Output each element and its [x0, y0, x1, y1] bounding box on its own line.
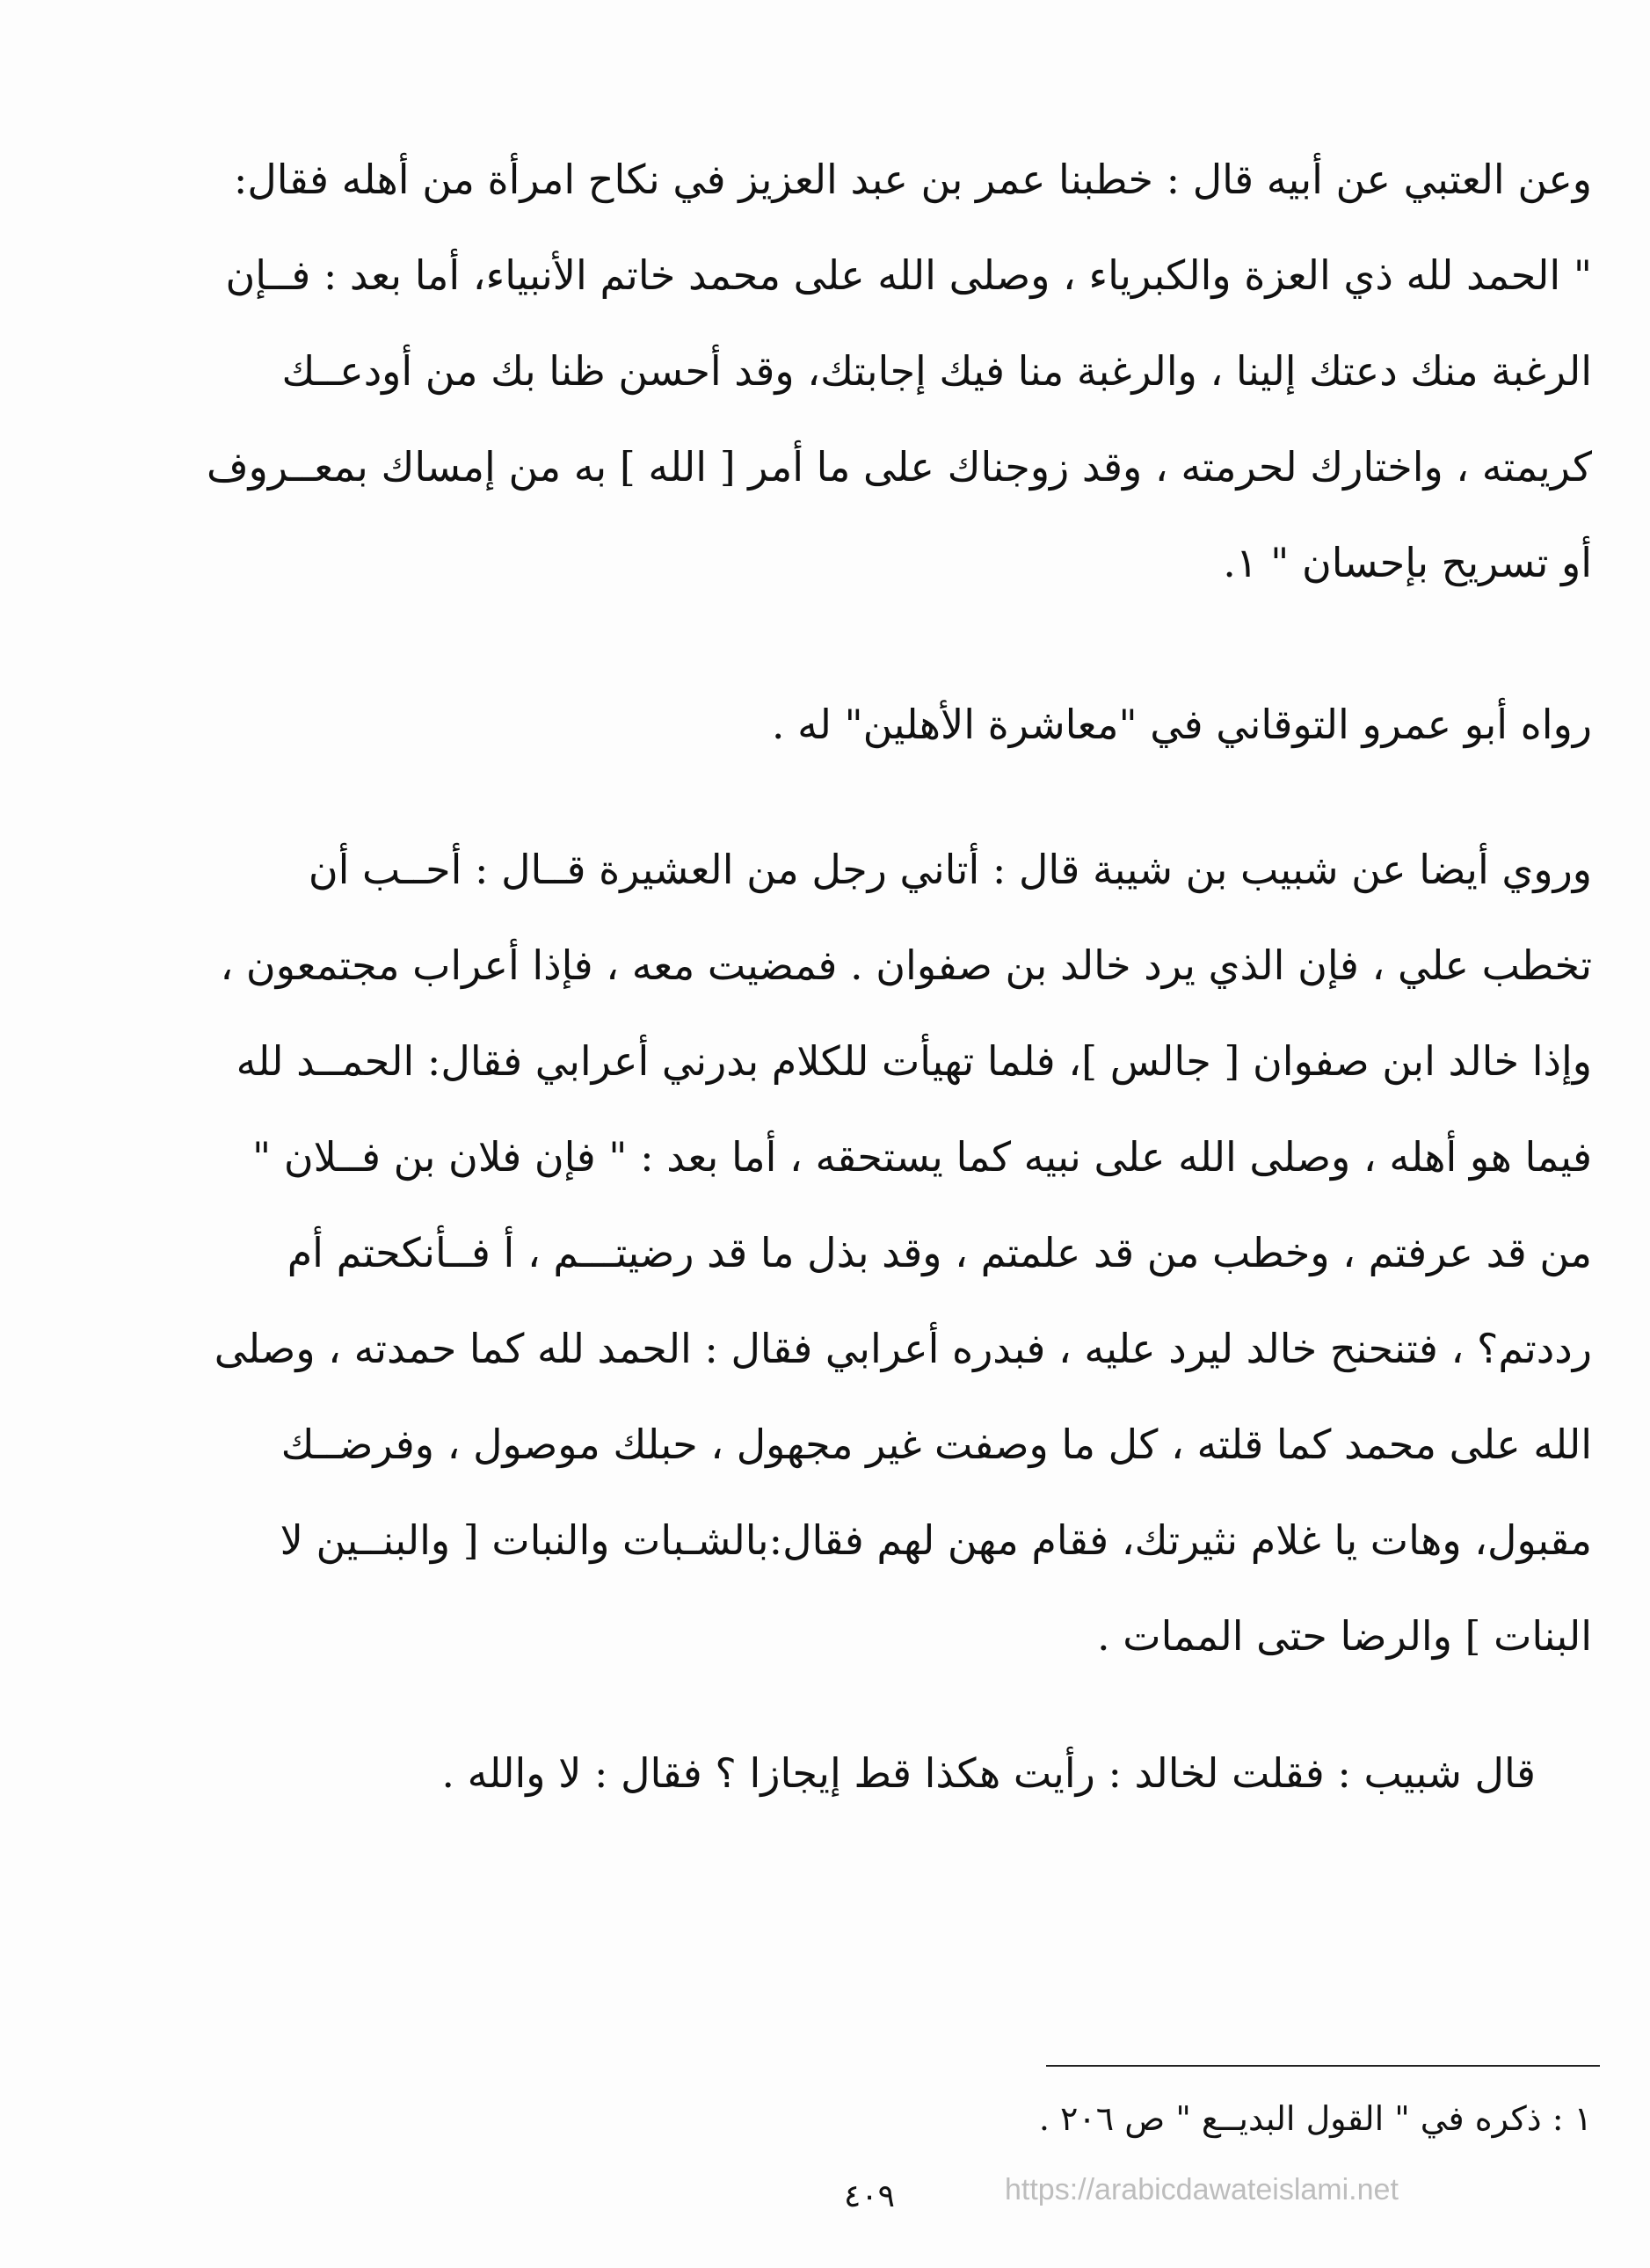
- footnote-divider: [1046, 2065, 1600, 2067]
- text-line: الرغبة منك دعتك إلينا ، والرغبة منا فيك إجابتك، وقد أحسن ظنا بك من أودعــك: [281, 347, 1592, 395]
- text-line: فيما هو أهله ، وصلى الله على نبيه كما يستحقه ، أما بعد : " فإن فلان بن فــلان ": [252, 1133, 1592, 1181]
- footnote: ١ : ذكره في " القول البديــع " ص ٢٠٦ .: [1038, 2099, 1592, 2138]
- text-line: أو تسريح بإحسان " ١.: [1223, 539, 1592, 586]
- text-line: الله على محمد كما قلته ، كل ما وصفت غير مجهول ، حبلك موصول ، وفرضــك: [280, 1421, 1592, 1468]
- text-line: مقبول، وهات يا غلام نثيرتك، فقام مهن لهم فقال:بالشـبات والنبات [ والبنــين لا: [280, 1516, 1592, 1564]
- paragraph-4: [24, 1726, 1536, 1821]
- text-line: رددتم؟ ، فتنحنح خالد ليرد عليه ، فبدره أعرابي فقال : الحمد لله كما حمدته ، وصلى: [214, 1325, 1592, 1372]
- watermark-url: https://arabicdawateislami.net: [1005, 2173, 1399, 2206]
- text-line: وعن العتبي عن أبيه قال : خطبنا عمر بن عبد العزيز في نكاح امرأة من أهله فقال:: [233, 156, 1592, 203]
- text-line: تخطب علي ، فإن الذي يرد خالد بن صفوان . فمضيت معه ، فإذا أعراب مجتمعون ،: [220, 941, 1592, 989]
- text-line: رواه أبو عمرو التوقاني في "معاشرة الأهلين" له .: [771, 701, 1592, 748]
- page-number: ٤٠٩: [844, 2178, 896, 2214]
- text-line: من قد عرفتم ، وخطب من قد علمتم ، وقد بذل ما قد رضيتـــم ، أ فــأنكحتم أم: [287, 1229, 1592, 1276]
- text-line: البنات ] والرضا حتى الممات .: [1097, 1612, 1592, 1660]
- paragraph-3: [80, 822, 1592, 1684]
- paragraph-1: [80, 132, 1592, 611]
- text-line: " الحمد لله ذي العزة والكبرياء ، وصلى الله على محمد خاتم الأنبياء، أما بعد : فــإن: [225, 251, 1592, 299]
- text-line: كريمته ، واختارك لحرمته ، وقد زوجناك على ما أمر [ الله ] به من إمساك بمعــروف: [207, 443, 1592, 491]
- text-line: قال شبيب : فقلت لخالد : رأيت هكذا قط إيجازا ؟ فقال : لا والله .: [441, 1749, 1536, 1797]
- text-line: وروي أيضا عن شبيب بن شيبة قال : أتاني رجل من العشيرة قــال : أحــب أن: [308, 846, 1592, 893]
- text-line: وإذا خالد ابن صفوان [ جالس ]، فلما تهيأت للكلام بدرني أعرابي فقال: الحمــد لله: [236, 1037, 1592, 1085]
- paragraph-2: [80, 677, 1592, 773]
